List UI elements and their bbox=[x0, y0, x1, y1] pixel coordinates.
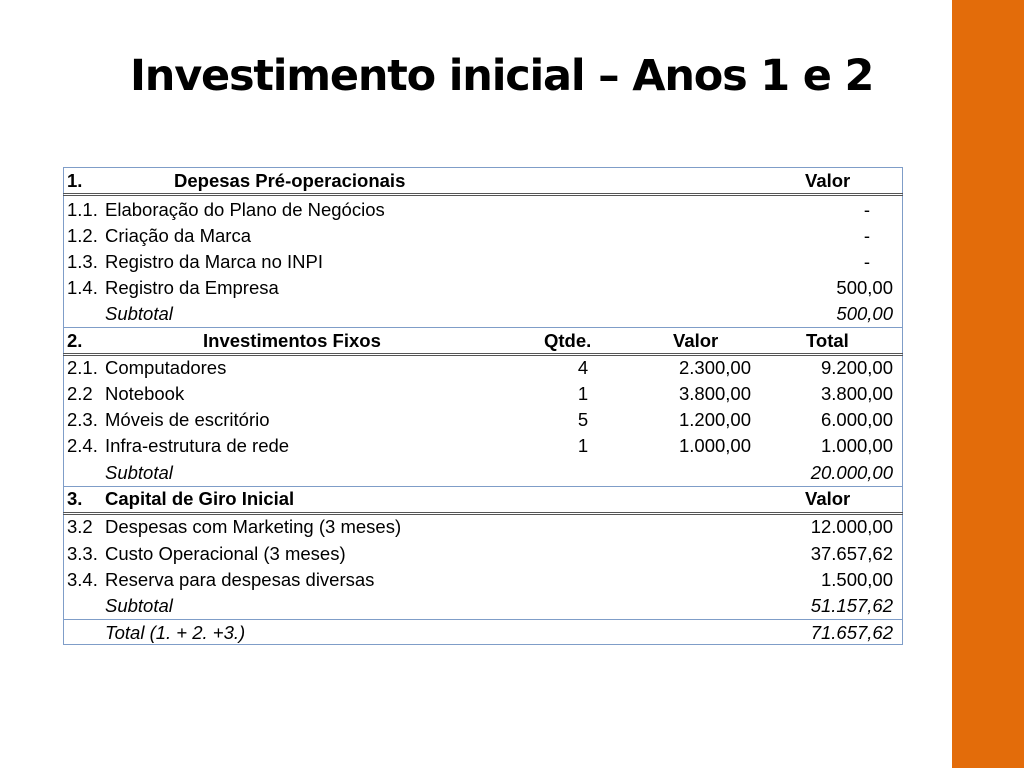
row-number: 2.1. bbox=[67, 357, 98, 378]
orange-side-bar bbox=[952, 0, 1024, 768]
section-title: Capital de Giro Inicial bbox=[105, 488, 295, 509]
row-description: Móveis de escritório bbox=[105, 409, 270, 430]
subtotal-value: 51.157,62 bbox=[810, 595, 893, 616]
row-value: - bbox=[863, 251, 870, 272]
row-quantity: 4 bbox=[577, 357, 589, 378]
row-total: 1.000,00 bbox=[820, 435, 893, 456]
subtotal-label: Subtotal bbox=[105, 303, 173, 324]
row-description: Infra-estrutura de rede bbox=[105, 435, 290, 456]
row-value: - bbox=[863, 225, 870, 246]
subtotal-row bbox=[63, 593, 903, 619]
table-row bbox=[63, 381, 903, 407]
section-number: 2. bbox=[67, 330, 83, 351]
section-3-header bbox=[63, 486, 903, 512]
column-header-total: Total bbox=[806, 330, 849, 351]
row-value: 500,00 bbox=[836, 277, 893, 298]
table-row bbox=[63, 407, 903, 433]
section-title: Investimentos Fixos bbox=[203, 330, 381, 351]
subtotal-row bbox=[63, 301, 903, 327]
table-row bbox=[63, 514, 903, 540]
row-number: 3.2 bbox=[67, 516, 93, 537]
section-number: 1. bbox=[67, 170, 83, 191]
row-description: Despesas com Marketing (3 meses) bbox=[105, 516, 402, 537]
row-description: Criação da Marca bbox=[105, 225, 252, 246]
row-total: 3.800,00 bbox=[820, 383, 893, 404]
row-value: - bbox=[863, 199, 870, 220]
row-unit-value: 1.200,00 bbox=[678, 409, 751, 430]
row-unit-value: 3.800,00 bbox=[678, 383, 751, 404]
subtotal-label: Subtotal bbox=[105, 462, 173, 483]
row-total: 6.000,00 bbox=[820, 409, 893, 430]
table-row bbox=[63, 275, 903, 301]
table-row bbox=[63, 249, 903, 275]
row-value: 12.000,00 bbox=[810, 516, 893, 537]
row-quantity: 1 bbox=[577, 435, 589, 456]
section-2-header bbox=[63, 328, 903, 354]
row-number: 2.2 bbox=[67, 383, 93, 404]
row-number: 1.4. bbox=[67, 277, 98, 298]
table-row bbox=[63, 567, 903, 593]
row-total: 9.200,00 bbox=[820, 357, 893, 378]
row-number: 1.3. bbox=[67, 251, 98, 272]
row-description: Registro da Empresa bbox=[105, 277, 279, 298]
grand-total-row bbox=[63, 620, 903, 646]
slide-title: Investimento inicial – Anos 1 e 2 bbox=[130, 51, 874, 101]
double-divider bbox=[63, 193, 903, 196]
row-quantity: 1 bbox=[577, 383, 589, 404]
grand-total-label: Total (1. + 2. +3.) bbox=[105, 622, 246, 643]
section-title: Depesas Pré-operacionais bbox=[174, 170, 406, 191]
row-number: 3.3. bbox=[67, 543, 98, 564]
table-row bbox=[63, 541, 903, 567]
row-description: Elaboração do Plano de Negócios bbox=[105, 199, 385, 220]
section-1-header bbox=[63, 168, 903, 194]
subtotal-value: 500,00 bbox=[836, 303, 893, 324]
row-number: 2.4. bbox=[67, 435, 98, 456]
table-row bbox=[63, 197, 903, 223]
row-number: 1.1. bbox=[67, 199, 98, 220]
subtotal-label: Subtotal bbox=[105, 595, 173, 616]
table-row bbox=[63, 223, 903, 249]
column-header-valor: Valor bbox=[805, 488, 851, 509]
row-description: Computadores bbox=[105, 357, 227, 378]
table-row bbox=[63, 433, 903, 459]
row-value: 1.500,00 bbox=[820, 569, 893, 590]
column-header-valor: Valor bbox=[673, 330, 719, 351]
grand-total-value: 71.657,62 bbox=[810, 622, 893, 643]
row-unit-value: 2.300,00 bbox=[678, 357, 751, 378]
row-unit-value: 1.000,00 bbox=[678, 435, 751, 456]
row-number: 2.3. bbox=[67, 409, 98, 430]
column-header-qtde: Qtde. bbox=[544, 330, 592, 351]
table-row bbox=[63, 355, 903, 381]
section-number: 3. bbox=[67, 488, 83, 509]
row-description: Custo Operacional (3 meses) bbox=[105, 543, 346, 564]
column-header-valor: Valor bbox=[805, 170, 851, 191]
row-number: 1.2. bbox=[67, 225, 98, 246]
row-value: 37.657,62 bbox=[810, 543, 893, 564]
row-number: 3.4. bbox=[67, 569, 98, 590]
row-description: Reserva para despesas diversas bbox=[105, 569, 375, 590]
row-quantity: 5 bbox=[577, 409, 589, 430]
subtotal-value: 20.000,00 bbox=[810, 462, 893, 483]
row-description: Registro da Marca no INPI bbox=[105, 251, 323, 272]
row-description: Notebook bbox=[105, 383, 185, 404]
subtotal-row bbox=[63, 460, 903, 486]
